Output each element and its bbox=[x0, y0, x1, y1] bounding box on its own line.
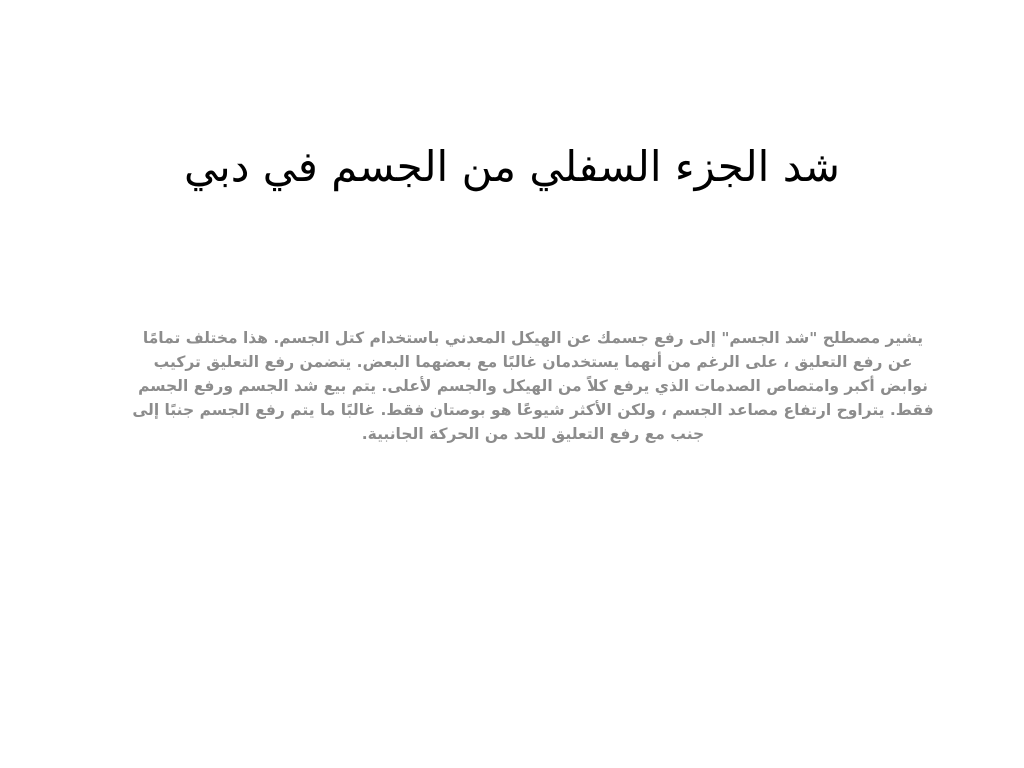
slide-title: شد الجزء السفلي من الجسم في دبي bbox=[184, 142, 840, 191]
slide-body-text: يشير مصطلح "شد الجسم" إلى رفع جسمك عن الهيكل المعدني باستخدام كتل الجسم. هذا مختلف تمامًا عن رفع التعليق ، على الرغم من أنهما يستخدمان غالبًا مع بعضهما البعض. يتضمن رفع التعليق تركيب نوابض أكبر وامتصاص الصدمات الذي يرفع كلاً من الهيكل والجسم لأعلى. يتم بيع شد الجسم ورفع الجسم فقط. يتراوح ارتفاع مصاعد الجسم ، ولكن الأكثر شيوعًا هو بوصتان فقط. غالبًا ما يتم رفع الجسم جنبًا إلى جنب مع رفع التعليق للحد من الحركة الجانبية. bbox=[132, 329, 934, 443]
